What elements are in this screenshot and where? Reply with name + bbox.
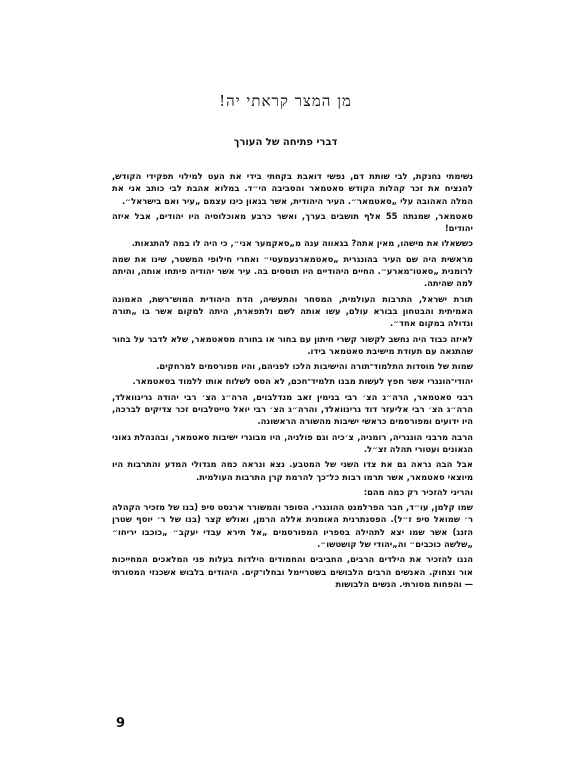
paragraph: תורת ישראל, התרבות העולמית, המסחר והתעשיה, הדת היהודית המוש־רשת, האמונה האמיתית והבטחון בבורא עולם, עשו אותה לשם ולתפארת, היתה למקום אשר בו „תורה וגדולה במקום אחד״. (112, 293, 473, 329)
paragraph: והריני להזכיר רק כמה מהם: (363, 486, 473, 497)
paragraph: נשימתי נחנקת, לבי שותת דם, נפשי דואבת בקחתי בידי את העט למילוי תפקידי הקודש, להנציח את זכר קהלות הקודש סאטמאר והסביבה הי״ד. במלוא אהבת לבי כותב אני את המלה האהובה עלי „סאטמאר״. העיר היהודית, אשר בגאון כינו עצמם „עיר ואם בישראל״. (112, 171, 473, 206)
page-number: 9 (116, 716, 126, 731)
paragraph: לאיזה כבוד היה נחשב לקשור קשרי חיתון עם בחור או בחורה מסאטמאר, שלא לדבר על בחור שהתגאה עם תעודת מישיבת סאטמאר בידו. (112, 333, 473, 356)
paragraph: מראשית היה שם העיר בהונגרית „סאטמארנעמעטי״ ואחרי חילופי המשטר, שינו את שמה לרומנית „סאטו־מארע״. החיים היהודיים היו תוססים בה. עיר אשר יהודיה פיתחו אותה, והיתה למה שהיתה. (112, 253, 473, 289)
body-text (112, 170, 473, 593)
paragraph: רבני סאטמאר, הרה״ג הצ׳ רבי בנימין זאב מנדלבוים, הרה״ג הצ׳ רבי יהודה גרינוואלד, הרה״ג הצ׳ רבי אליעזר דוד גרינוואלד, והרה״ג הצ׳ רבי יואל טייטלבוים זכר צדיקים לברכה, היו ידועים ומפורסמים כראשי ישיבות מהשורה הראשונה. (112, 391, 473, 427)
paragraph: יהודי־הונגרי אשר חפץ לעשות מבנו תלמיד־חכם, לא הסס לשלוח אותו ללמוד בסאטמאר. (132, 376, 473, 387)
paragraph: שמו קלמן, עו״ד, חבר הפרלמנט ההונגרי. הסופר והמשורר ארנסט סיפ (בנו של מזכיר הקהלה ר׳ שמואל סיפ ז״ל). הפסנתרנית האומנית אללה הרמן, ואולש קצר (בנו של ר׳ יוסף שטרן הזנג) אשר שמו יצא לתהילה בספריו המפורסמים „אל תירא עבדי יעקב״ „כוכבו יריחו״ „שלשה כוכבים״ וה„יהודי של קושטשו״. (112, 502, 473, 550)
paragraph: סאטמאר, שמנתה 55 אלף תושבים בערך, ואשר כרבע מאוכלוסיה היו יהודים, אבל איזה יהודים! (112, 210, 473, 234)
paragraph: הרבה מרבני הונגריה, רומניה, צ׳כיה וגם פולניה, היו מבוגרי ישיבות סאטמאר, ובהנהלת גאוני הגאונים ועטורי תהלה זצ״ל. (112, 431, 473, 454)
paragraph: הננו להזכיר את הילדים הרבים, החביבים והחמודים הילדות בעלות פני המלאכים המחייכות אור וצחוק. האנשים הרבים הלבושים בשטריימל ובחלו־קים. היהודים בלבוש אשכנזי המסורתי — והפחות מסורתי. הנשים הלבושות (112, 554, 473, 589)
page-title: מן המצר קראתי יה! (219, 92, 352, 110)
page-subtitle: דברי פתיחה של העורך (233, 137, 338, 148)
paragraph: כששאלו את מישהו, מאין אתה? בגאווה ענה מ„סאקמער אני״, כי היה לו במה להתגאות. (131, 238, 473, 249)
paragraph: שמות של מוסדות התלמוד־תורה והישיבות הלכו לפניהם, והיו מפורסמים למרחקים. (156, 361, 473, 372)
paragraph: אבל הבה נראה גם את צדו השני של המטבע. נצא ונראה כמה מגדולי המדע והתרבות היו מיוצאי סאטמאר, אשר תרמו רבות כל־כך להרמת קרן התרבות העולמית. (112, 459, 473, 482)
